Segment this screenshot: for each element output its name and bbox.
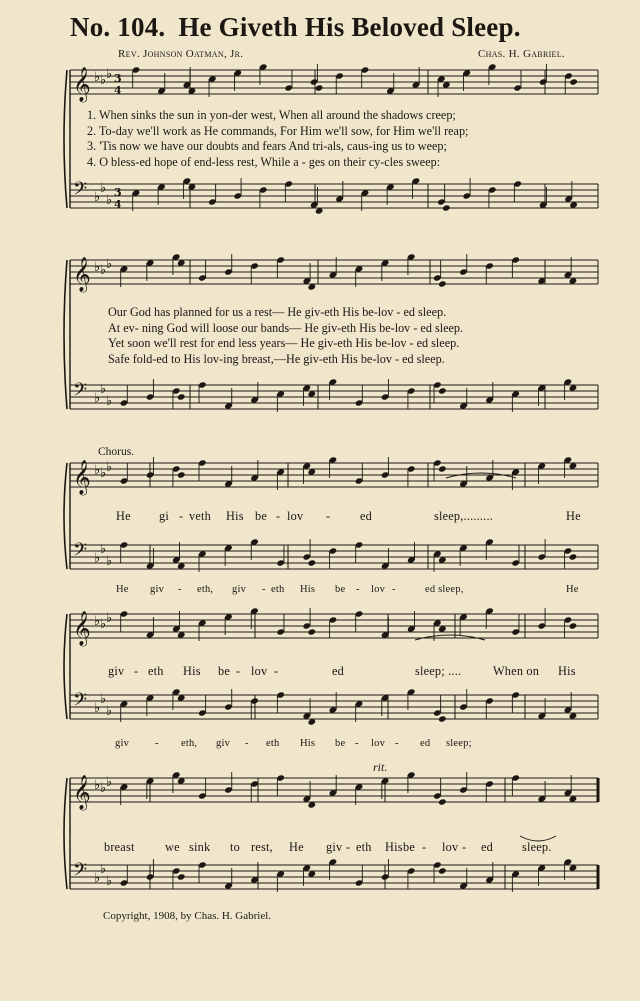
flat-sign-icon: ♭ xyxy=(94,701,101,716)
chorus-syllable: - xyxy=(178,584,182,595)
chorus-syllable: lov xyxy=(287,509,304,523)
slur xyxy=(415,635,485,640)
flat-sign-icon: ♭ xyxy=(94,778,101,793)
chorus-syllable: be xyxy=(218,664,231,678)
chorus-syllable: lov xyxy=(371,584,386,595)
flat-sign-icon: ♭ xyxy=(100,617,107,632)
flat-sign-icon: ♭ xyxy=(106,704,113,719)
time-signature-top: 3 xyxy=(114,72,122,85)
flat-sign-icon: ♭ xyxy=(94,190,101,205)
time-signature-bottom: 4 xyxy=(114,198,122,211)
chorus-syllable: to xyxy=(230,840,240,854)
chorus-syllable: He xyxy=(289,840,304,854)
hymn-title-text: He Giveth His Beloved Sleep. xyxy=(178,12,521,42)
chorus-syllable: giv xyxy=(216,738,231,749)
chorus-syllable: When on xyxy=(493,664,540,678)
verse-line: Safe fold-ed to His lov-ing breast,—He giv-eth His be-lov - ed sleep. xyxy=(108,351,445,366)
notehead xyxy=(438,280,447,287)
bass-clef-icon: 𝄢 xyxy=(73,179,88,204)
time-signature-top: 3 xyxy=(114,186,122,199)
bass-clef-icon: 𝄢 xyxy=(73,380,88,405)
notehead xyxy=(308,559,317,566)
flat-sign-icon: ♭ xyxy=(106,460,113,475)
verse-line: 3. 'Tis now we have our doubts and fears And tri-als, caus-ing us to weep; xyxy=(87,139,447,153)
verse-lyrics-part2 xyxy=(108,305,463,367)
chorus-syllable: we xyxy=(165,840,180,854)
chorus-syllable: eth xyxy=(356,840,372,854)
chorus-syllable: - xyxy=(392,584,396,595)
chorus-syllable: eth, xyxy=(197,584,214,595)
notehead xyxy=(438,867,447,874)
chorus-syllable: lov xyxy=(442,840,459,854)
chorus-syllable: giv xyxy=(115,738,130,749)
rit-marking: rit. xyxy=(373,760,388,774)
chorus-syllable: - xyxy=(245,738,249,749)
copyright-notice: Copyright, 1908, by Chas. H. Gabriel. xyxy=(103,910,272,922)
chorus-syllable: sleep,......... xyxy=(434,509,494,523)
chorus-syllable: - xyxy=(356,584,360,595)
verse-lyrics-part1 xyxy=(87,108,468,170)
chorus-syllable: gi xyxy=(159,509,169,523)
flat-sign-icon: ♭ xyxy=(94,463,101,478)
notehead xyxy=(177,393,186,400)
system-brace xyxy=(64,260,67,409)
chorus-syllable: lov xyxy=(251,664,268,678)
notehead xyxy=(442,204,451,211)
flat-sign-icon: ♭ xyxy=(100,466,107,481)
flat-sign-icon: ♭ xyxy=(106,394,113,409)
verse-line: 4. O bless-ed hope of end-less rest, While a - ges on their cy-cles sweep: xyxy=(87,154,441,169)
chorus-syllable: eth xyxy=(148,664,164,678)
chorus-syllable: His xyxy=(226,509,244,523)
flat-sign-icon: ♭ xyxy=(94,614,101,629)
time-signature-bottom: 4 xyxy=(114,84,122,97)
chorus-syllable: - xyxy=(155,738,159,749)
notehead xyxy=(569,553,578,560)
flat-sign-icon: ♭ xyxy=(94,391,101,406)
flat-sign-icon: ♭ xyxy=(106,874,113,889)
notehead xyxy=(438,798,447,805)
flat-sign-icon: ♭ xyxy=(106,775,113,790)
chorus-syllable: giv xyxy=(150,584,165,595)
chorus-syllable: He xyxy=(116,509,131,523)
chorus-syllable: - xyxy=(134,664,139,678)
flat-sign-icon: ♭ xyxy=(100,181,107,196)
chorus-syllable: sink xyxy=(189,840,211,854)
chorus-syllable: - xyxy=(262,584,266,595)
flat-sign-icon: ♭ xyxy=(94,871,101,886)
chorus-syllable: giv xyxy=(108,664,125,678)
bass-clef-icon: 𝄢 xyxy=(73,540,88,565)
chorus-syllable: He xyxy=(116,584,129,595)
hymn-number: No. 104. xyxy=(70,12,166,42)
chorus-syllable: be xyxy=(335,738,346,749)
flat-sign-icon: ♭ xyxy=(100,692,107,707)
chorus-syllable: - xyxy=(236,664,241,678)
flat-sign-icon: ♭ xyxy=(94,551,101,566)
treble-clef-icon: 𝄞 xyxy=(73,611,91,646)
flat-sign-icon: ♭ xyxy=(100,542,107,557)
slur xyxy=(446,473,516,478)
chorus-syllable: lov xyxy=(371,738,386,749)
notehead xyxy=(438,715,447,722)
treble-clef-icon: 𝄞 xyxy=(73,775,91,810)
flat-sign-icon: ♭ xyxy=(100,263,107,278)
bass-clef-icon: 𝄢 xyxy=(73,690,88,715)
chorus-syllable: - xyxy=(179,509,184,523)
chorus-syllable: His xyxy=(300,584,316,595)
chorus-syllable: ed xyxy=(481,840,494,854)
chorus-syllable: - xyxy=(274,664,279,678)
chorus-syllable: eth, xyxy=(181,738,198,749)
verse-line: 1. When sinks the sun in yon-der west, When all around the shadows creep; xyxy=(87,108,456,122)
verse-line: Our God has planned for us a rest— He giv-eth His be-lov - ed sleep. xyxy=(108,305,447,319)
notehead xyxy=(438,387,447,394)
system-brace xyxy=(64,614,67,719)
chorus-syllable: veth xyxy=(189,509,211,523)
notehead xyxy=(177,873,186,880)
chorus-syllable: be xyxy=(335,584,346,595)
flat-sign-icon: ♭ xyxy=(100,781,107,796)
chorus-syllable: ed xyxy=(360,509,373,523)
flat-sign-icon: ♭ xyxy=(100,382,107,397)
chorus-syllable: - xyxy=(276,509,281,523)
chorus-syllable: eth xyxy=(266,738,280,749)
chorus-syllable: rest, xyxy=(251,840,273,854)
flat-sign-icon: ♭ xyxy=(106,193,113,208)
chorus-syllable: His xyxy=(183,664,201,678)
author-credit: Rev. Johnson Oatman, Jr. xyxy=(118,48,244,60)
treble-clef-icon: 𝄞 xyxy=(73,257,91,292)
flat-sign-icon: ♭ xyxy=(106,67,113,82)
chorus-syllable: giv xyxy=(326,840,343,854)
bass-clef-icon: 𝄢 xyxy=(73,860,88,885)
chorus-syllable: - xyxy=(395,738,399,749)
chorus-syllable: eth xyxy=(271,584,285,595)
system-brace xyxy=(64,70,67,208)
verse-line: Yet soon we'll rest for end less years— He giv-eth His be-lov - ed sleep. xyxy=(108,336,460,350)
flat-sign-icon: ♭ xyxy=(100,862,107,877)
chorus-syllable: - xyxy=(355,738,359,749)
chorus-syllable: - xyxy=(346,840,351,854)
composer-credit: Chas. H. Gabriel. xyxy=(478,48,565,60)
chorus-syllable: giv xyxy=(232,584,247,595)
chorus-syllable: His xyxy=(300,738,316,749)
chorus-syllable: - xyxy=(326,509,331,523)
chorus-syllable: ed xyxy=(420,738,431,749)
chorus-syllable: sleep. xyxy=(522,840,552,854)
verse-line: At ev- ning God will loose our bands— He giv-eth His be-lov - ed sleep. xyxy=(108,320,464,335)
flat-sign-icon: ♭ xyxy=(106,257,113,272)
flat-sign-icon: ♭ xyxy=(94,260,101,275)
system-brace xyxy=(64,778,67,889)
notehead xyxy=(315,84,324,91)
verse-line: 2. To-day we'll work as He commands, For Him we'll sow, for Him we'll reap; xyxy=(87,123,469,138)
flat-sign-icon: ♭ xyxy=(106,611,113,626)
chorus-syllable: - xyxy=(462,840,467,854)
notehead xyxy=(569,78,578,85)
chorus-syllable: - xyxy=(422,840,427,854)
chorus-syllable: sleep; .... xyxy=(415,664,462,678)
flat-sign-icon: ♭ xyxy=(94,70,101,85)
chorus-syllable: His xyxy=(558,664,576,678)
system-brace xyxy=(64,463,67,569)
notehead xyxy=(569,622,578,629)
chorus-syllable: ed sleep, xyxy=(425,584,464,595)
chorus-syllable: sleep; xyxy=(446,738,472,749)
notehead xyxy=(177,471,186,478)
notehead xyxy=(438,465,447,472)
notehead xyxy=(308,628,317,635)
flat-sign-icon: ♭ xyxy=(106,554,113,569)
treble-clef-icon: 𝄞 xyxy=(73,460,91,495)
chorus-syllable: be xyxy=(255,509,268,523)
chorus-syllable: ed xyxy=(332,664,345,678)
chorus-syllable: He xyxy=(566,509,581,523)
chorus-label: Chorus. xyxy=(98,446,135,458)
chorus-syllable: His xyxy=(385,840,403,854)
treble-clef-icon: 𝄞 xyxy=(73,67,91,102)
flat-sign-icon: ♭ xyxy=(100,73,107,88)
chorus-syllable: He xyxy=(566,584,579,595)
chorus-syllable: be xyxy=(403,840,416,854)
chorus-syllable: breast xyxy=(104,840,135,854)
